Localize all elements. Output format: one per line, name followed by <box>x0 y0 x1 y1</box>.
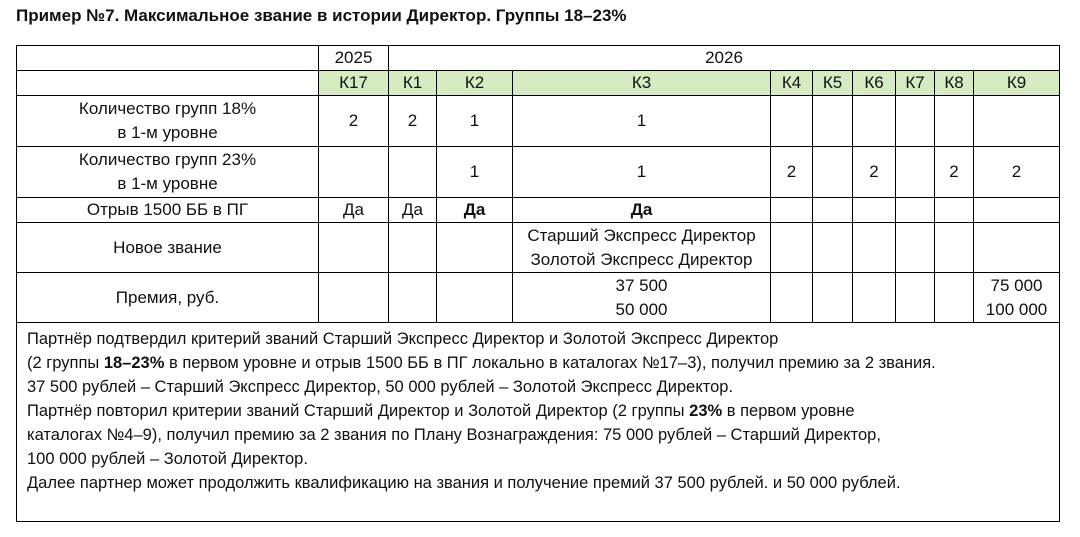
rank-row <box>17 223 1060 273</box>
premium-k5 <box>813 273 853 323</box>
note-line: Партнёр повторил критерии званий Старший Директор и Золотой Директор (2 группы 23% в первом уровне <box>27 402 855 420</box>
catalog-k4: К4 <box>771 71 813 96</box>
groups-23-row <box>17 147 1060 198</box>
gap-k8 <box>935 198 974 223</box>
qualification-table <box>16 45 1060 522</box>
explanation-note <box>17 323 1060 522</box>
catalog-k1: К1 <box>389 71 437 96</box>
groups-18-k4 <box>771 96 813 147</box>
gap-k3: Да <box>513 198 771 223</box>
groups-18-k1: 2 <box>389 96 437 147</box>
note-line: (2 группы 18–23% в первом уровне и отрыв 1500 ББ в ПГ локально в каталогах №17–3), получил премию за 2 звания. <box>27 354 936 372</box>
gap-k1: Да <box>389 198 437 223</box>
groups-23-k3: 1 <box>513 147 771 198</box>
rank-k3: Старший Экспресс Директор Золотой Экспресс Директор <box>513 223 771 273</box>
groups-18-k5 <box>813 96 853 147</box>
catalog-k6: К6 <box>853 71 896 96</box>
premium-row <box>17 273 1060 323</box>
note-line: 100 000 рублей – Золотой Директор. <box>27 450 308 468</box>
note-row <box>17 323 1060 522</box>
empty-catalog-cell <box>17 71 319 96</box>
note-line: Партнёр подтвердил критерий званий Старший Экспресс Директор и Золотой Экспресс Директор <box>27 330 779 348</box>
catalog-k2: К2 <box>437 71 513 96</box>
groups-18-k7 <box>896 96 935 147</box>
note-line: Далее партнер может продолжить квалификацию на звания и получение премий 37 500 рублей. и 50 000 рублей. <box>27 474 901 492</box>
catalog-header-row <box>17 71 1060 96</box>
groups-23-k6: 2 <box>853 147 896 198</box>
rank-k17 <box>319 223 389 273</box>
groups-23-k2: 1 <box>437 147 513 198</box>
premium-k9: 75 000 100 000 <box>974 273 1060 323</box>
gap-k7 <box>896 198 935 223</box>
gap-k6 <box>853 198 896 223</box>
groups-18-k6 <box>853 96 896 147</box>
gap-row <box>17 198 1060 223</box>
page-title: Пример №7. Максимальное звание в истории Директор. Группы 18–23% <box>16 6 627 25</box>
year-header-row <box>17 46 1060 71</box>
premium-k6 <box>853 273 896 323</box>
year-2025-cell: 2025 <box>319 46 389 71</box>
gap-k5 <box>813 198 853 223</box>
groups-18-k3: 1 <box>513 96 771 147</box>
groups-18-label: Количество групп 18% в 1-м уровне <box>17 96 319 147</box>
groups-23-k4: 2 <box>771 147 813 198</box>
rank-k5 <box>813 223 853 273</box>
groups-23-k7 <box>896 147 935 198</box>
rank-k1 <box>389 223 437 273</box>
note-line: 37 500 рублей – Старший Экспресс Директор, 50 000 рублей – Золотой Экспресс Директор. <box>27 378 734 396</box>
gap-label: Отрыв 1500 ББ в ПГ <box>17 198 319 223</box>
groups-18-k8 <box>935 96 974 147</box>
premium-k1 <box>389 273 437 323</box>
note-line: каталогах №4–9), получил премию за 2 звания по Плану Вознаграждения: 75 000 рублей – Старший Директор, <box>27 426 881 444</box>
groups-23-k1 <box>389 147 437 198</box>
rank-k9 <box>974 223 1060 273</box>
premium-k2 <box>437 273 513 323</box>
rank-k6 <box>853 223 896 273</box>
year-2026-cell: 2026 <box>389 46 1060 71</box>
premium-k8 <box>935 273 974 323</box>
empty-header-cell <box>17 46 319 71</box>
catalog-k17: К17 <box>319 71 389 96</box>
catalog-k7: К7 <box>896 71 935 96</box>
catalog-k3: К3 <box>513 71 771 96</box>
rank-k4 <box>771 223 813 273</box>
groups-23-k9: 2 <box>974 147 1060 198</box>
groups-18-k2: 1 <box>437 96 513 147</box>
groups-23-label: Количество групп 23% в 1-м уровне <box>17 147 319 198</box>
rank-k8 <box>935 223 974 273</box>
catalog-k9: К9 <box>974 71 1060 96</box>
premium-label: Премия, руб. <box>17 273 319 323</box>
groups-18-k9 <box>974 96 1060 147</box>
groups-23-k5 <box>813 147 853 198</box>
premium-k7 <box>896 273 935 323</box>
catalog-k5: К5 <box>813 71 853 96</box>
catalog-k8: К8 <box>935 71 974 96</box>
groups-18-row <box>17 96 1060 147</box>
rank-k7 <box>896 223 935 273</box>
premium-k17 <box>319 273 389 323</box>
groups-23-k17 <box>319 147 389 198</box>
premium-k3: 37 500 50 000 <box>513 273 771 323</box>
gap-k4 <box>771 198 813 223</box>
groups-23-k8: 2 <box>935 147 974 198</box>
gap-k9 <box>974 198 1060 223</box>
premium-k4 <box>771 273 813 323</box>
groups-18-k17: 2 <box>319 96 389 147</box>
gap-k2: Да <box>437 198 513 223</box>
rank-k2 <box>437 223 513 273</box>
gap-k17: Да <box>319 198 389 223</box>
rank-label: Новое звание <box>17 223 319 273</box>
